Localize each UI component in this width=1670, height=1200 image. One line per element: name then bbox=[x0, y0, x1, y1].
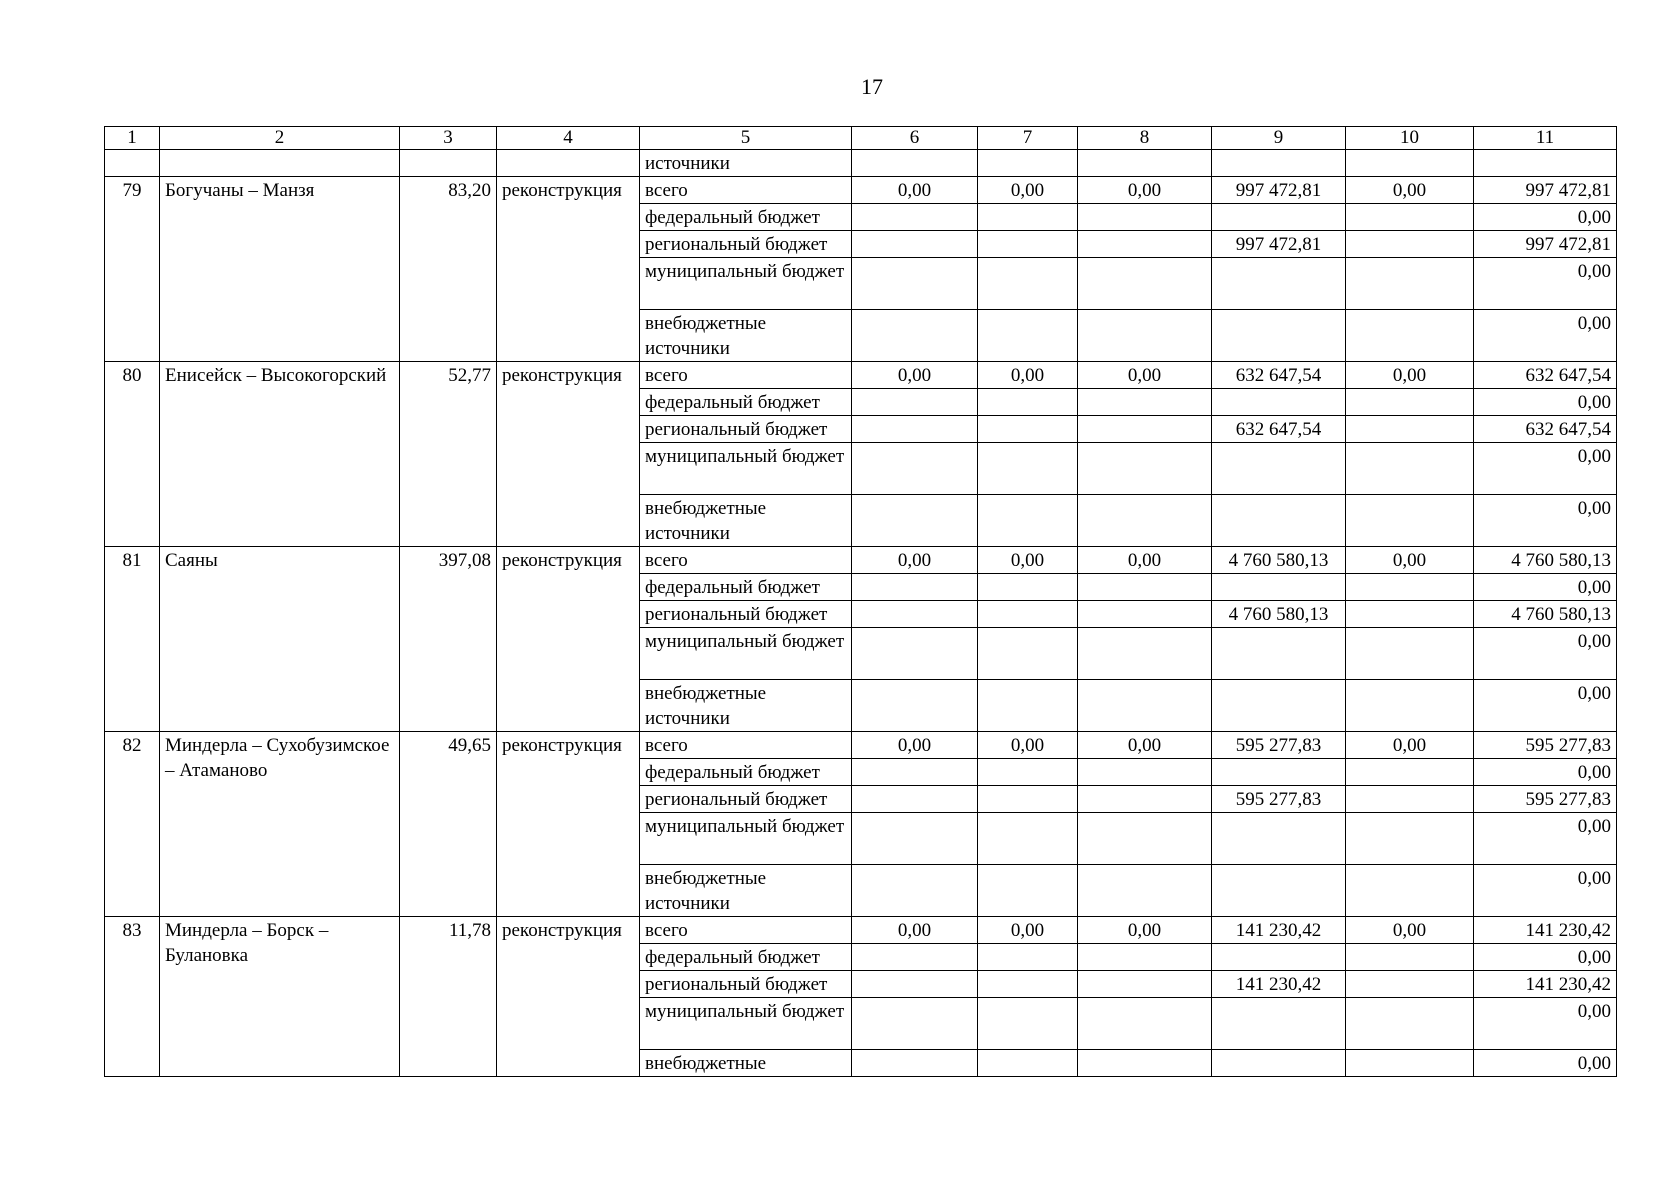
total-value: 595 277,83 bbox=[1474, 732, 1617, 759]
year-value: 0,00 bbox=[852, 917, 978, 944]
year-value bbox=[1212, 258, 1346, 310]
source-label: федеральный бюджет bbox=[640, 944, 852, 971]
year-value bbox=[852, 416, 978, 443]
source-label: всего bbox=[640, 362, 852, 389]
year-value bbox=[1212, 759, 1346, 786]
year-value bbox=[978, 258, 1078, 310]
year-value: 595 277,83 bbox=[1212, 786, 1346, 813]
year-value bbox=[1078, 1050, 1212, 1077]
column-header-9: 9 bbox=[1212, 127, 1346, 150]
year-value bbox=[852, 389, 978, 416]
year-value bbox=[852, 628, 978, 680]
empty-cell bbox=[1474, 150, 1617, 177]
work-type: реконструкция bbox=[497, 362, 640, 547]
year-value bbox=[1078, 601, 1212, 628]
year-value: 0,00 bbox=[978, 732, 1078, 759]
total-value: 0,00 bbox=[1474, 759, 1617, 786]
year-value bbox=[1212, 574, 1346, 601]
year-value bbox=[1346, 495, 1474, 547]
source-label: внебюджетные bbox=[640, 1050, 852, 1077]
year-value bbox=[1078, 204, 1212, 231]
total-value: 4 760 580,13 bbox=[1474, 601, 1617, 628]
year-value bbox=[1212, 680, 1346, 732]
year-value bbox=[1078, 495, 1212, 547]
year-value bbox=[1078, 310, 1212, 362]
source-label: всего bbox=[640, 732, 852, 759]
year-value bbox=[978, 759, 1078, 786]
carryover-row bbox=[105, 150, 1617, 177]
year-value bbox=[852, 865, 978, 917]
table-row bbox=[105, 177, 1617, 204]
year-value bbox=[1212, 1050, 1346, 1077]
year-value bbox=[1078, 443, 1212, 495]
empty-cell bbox=[1078, 150, 1212, 177]
year-value: 997 472,81 bbox=[1212, 177, 1346, 204]
year-value bbox=[852, 971, 978, 998]
year-value bbox=[978, 680, 1078, 732]
work-type: реконструкция bbox=[497, 547, 640, 732]
empty-cell bbox=[400, 150, 497, 177]
year-value bbox=[1078, 574, 1212, 601]
total-value: 141 230,42 bbox=[1474, 971, 1617, 998]
year-value bbox=[1212, 813, 1346, 865]
object-name: Енисейск – Высокогорский bbox=[160, 362, 400, 547]
total-value: 0,00 bbox=[1474, 310, 1617, 362]
year-value: 0,00 bbox=[852, 177, 978, 204]
year-value: 0,00 bbox=[1078, 547, 1212, 574]
total-value: 0,00 bbox=[1474, 628, 1617, 680]
year-value bbox=[978, 389, 1078, 416]
empty-cell bbox=[497, 150, 640, 177]
year-value bbox=[1078, 998, 1212, 1050]
year-value bbox=[978, 786, 1078, 813]
source-label: всего bbox=[640, 917, 852, 944]
object-number: 80 bbox=[105, 362, 160, 547]
year-value bbox=[1346, 258, 1474, 310]
year-value: 4 760 580,13 bbox=[1212, 547, 1346, 574]
object-number: 82 bbox=[105, 732, 160, 917]
column-header-8: 8 bbox=[1078, 127, 1212, 150]
year-value: 141 230,42 bbox=[1212, 971, 1346, 998]
table-row bbox=[105, 732, 1617, 759]
year-value: 0,00 bbox=[1078, 732, 1212, 759]
year-value bbox=[1212, 865, 1346, 917]
year-value bbox=[852, 258, 978, 310]
year-value bbox=[1346, 628, 1474, 680]
year-value bbox=[1346, 574, 1474, 601]
year-value bbox=[978, 813, 1078, 865]
year-value bbox=[1346, 310, 1474, 362]
year-value bbox=[852, 1050, 978, 1077]
year-value: 0,00 bbox=[978, 177, 1078, 204]
year-value bbox=[1212, 443, 1346, 495]
year-value bbox=[852, 944, 978, 971]
year-value bbox=[978, 1050, 1078, 1077]
year-value bbox=[978, 601, 1078, 628]
column-header-2: 2 bbox=[160, 127, 400, 150]
total-value: 632 647,54 bbox=[1474, 362, 1617, 389]
year-value bbox=[1346, 204, 1474, 231]
page-number: 17 bbox=[861, 74, 883, 99]
year-value bbox=[1078, 231, 1212, 258]
year-value: 0,00 bbox=[852, 362, 978, 389]
source-label: муниципальный бюджет bbox=[640, 258, 852, 310]
year-value bbox=[1346, 865, 1474, 917]
year-value: 0,00 bbox=[1078, 917, 1212, 944]
source-label: внебюджетные источники bbox=[640, 865, 852, 917]
source-label: федеральный бюджет bbox=[640, 759, 852, 786]
object-length: 11,78 bbox=[400, 917, 497, 1077]
total-value: 0,00 bbox=[1474, 998, 1617, 1050]
column-header-6: 6 bbox=[852, 127, 978, 150]
year-value bbox=[1346, 680, 1474, 732]
object-length: 83,20 bbox=[400, 177, 497, 362]
year-value bbox=[1078, 786, 1212, 813]
year-value: 632 647,54 bbox=[1212, 362, 1346, 389]
year-value bbox=[1346, 813, 1474, 865]
source-label: федеральный бюджет bbox=[640, 204, 852, 231]
source-label: муниципальный бюджет bbox=[640, 628, 852, 680]
year-value bbox=[852, 759, 978, 786]
year-value bbox=[1212, 495, 1346, 547]
empty-cell bbox=[978, 150, 1078, 177]
year-value bbox=[1078, 971, 1212, 998]
year-value bbox=[852, 998, 978, 1050]
source-label: внебюджетные источники bbox=[640, 495, 852, 547]
object-name: Богучаны – Манзя bbox=[160, 177, 400, 362]
source-label: внебюджетные источники bbox=[640, 310, 852, 362]
column-header-5: 5 bbox=[640, 127, 852, 150]
year-value bbox=[978, 971, 1078, 998]
year-value: 0,00 bbox=[1078, 362, 1212, 389]
year-value bbox=[1346, 944, 1474, 971]
year-value: 0,00 bbox=[1346, 547, 1474, 574]
year-value: 0,00 bbox=[852, 547, 978, 574]
source-label: всего bbox=[640, 177, 852, 204]
total-value: 0,00 bbox=[1474, 204, 1617, 231]
year-value bbox=[1346, 971, 1474, 998]
year-value bbox=[1212, 310, 1346, 362]
financing-table bbox=[104, 126, 1617, 1077]
total-value: 0,00 bbox=[1474, 495, 1617, 547]
year-value bbox=[978, 231, 1078, 258]
year-value bbox=[852, 813, 978, 865]
year-value bbox=[1346, 759, 1474, 786]
object-length: 52,77 bbox=[400, 362, 497, 547]
total-value: 141 230,42 bbox=[1474, 917, 1617, 944]
year-value bbox=[1078, 944, 1212, 971]
year-value: 0,00 bbox=[1346, 732, 1474, 759]
year-value bbox=[1078, 628, 1212, 680]
empty-cell bbox=[160, 150, 400, 177]
empty-cell bbox=[105, 150, 160, 177]
header-row bbox=[105, 127, 1617, 150]
year-value bbox=[852, 443, 978, 495]
year-value bbox=[852, 601, 978, 628]
year-value bbox=[1346, 998, 1474, 1050]
source-label: муниципальный бюджет bbox=[640, 443, 852, 495]
year-value bbox=[978, 310, 1078, 362]
year-value bbox=[852, 786, 978, 813]
total-value: 0,00 bbox=[1474, 574, 1617, 601]
object-number: 83 bbox=[105, 917, 160, 1077]
total-value: 0,00 bbox=[1474, 258, 1617, 310]
source-label: региональный бюджет bbox=[640, 231, 852, 258]
year-value bbox=[978, 416, 1078, 443]
year-value bbox=[1212, 204, 1346, 231]
total-value: 0,00 bbox=[1474, 1050, 1617, 1077]
year-value: 141 230,42 bbox=[1212, 917, 1346, 944]
empty-cell bbox=[852, 150, 978, 177]
year-value bbox=[978, 495, 1078, 547]
work-type: реконструкция bbox=[497, 177, 640, 362]
year-value: 0,00 bbox=[852, 732, 978, 759]
year-value: 0,00 bbox=[978, 917, 1078, 944]
year-value bbox=[1078, 389, 1212, 416]
year-value: 0,00 bbox=[1346, 362, 1474, 389]
year-value bbox=[1346, 601, 1474, 628]
year-value: 0,00 bbox=[978, 362, 1078, 389]
year-value bbox=[1346, 786, 1474, 813]
year-value bbox=[1078, 258, 1212, 310]
object-length: 49,65 bbox=[400, 732, 497, 917]
table-row bbox=[105, 917, 1617, 944]
year-value bbox=[978, 628, 1078, 680]
work-type: реконструкция bbox=[497, 917, 640, 1077]
table-row bbox=[105, 547, 1617, 574]
total-value: 997 472,81 bbox=[1474, 177, 1617, 204]
object-name: Миндерла – Сухобузимское – Атаманово bbox=[160, 732, 400, 917]
object-name: Миндерла – Борск – Булановка bbox=[160, 917, 400, 1077]
year-value: 997 472,81 bbox=[1212, 231, 1346, 258]
object-number: 81 bbox=[105, 547, 160, 732]
year-value bbox=[1346, 389, 1474, 416]
year-value bbox=[1346, 416, 1474, 443]
table-row bbox=[105, 362, 1617, 389]
year-value bbox=[1078, 865, 1212, 917]
year-value bbox=[1212, 628, 1346, 680]
column-header-7: 7 bbox=[978, 127, 1078, 150]
year-value bbox=[978, 998, 1078, 1050]
source-label: региональный бюджет bbox=[640, 601, 852, 628]
year-value bbox=[852, 204, 978, 231]
total-value: 4 760 580,13 bbox=[1474, 547, 1617, 574]
work-type: реконструкция bbox=[497, 732, 640, 917]
year-value bbox=[1346, 231, 1474, 258]
year-value bbox=[852, 495, 978, 547]
year-value bbox=[1212, 944, 1346, 971]
source-label: региональный бюджет bbox=[640, 971, 852, 998]
total-value: 0,00 bbox=[1474, 813, 1617, 865]
column-header-11: 11 bbox=[1474, 127, 1617, 150]
column-header-3: 3 bbox=[400, 127, 497, 150]
year-value bbox=[978, 865, 1078, 917]
source-label: региональный бюджет bbox=[640, 786, 852, 813]
year-value bbox=[1078, 759, 1212, 786]
year-value bbox=[978, 944, 1078, 971]
year-value bbox=[852, 574, 978, 601]
year-value: 632 647,54 bbox=[1212, 416, 1346, 443]
source-label: региональный бюджет bbox=[640, 416, 852, 443]
source-label: источники bbox=[640, 150, 852, 177]
year-value bbox=[978, 443, 1078, 495]
year-value bbox=[1078, 813, 1212, 865]
total-value: 997 472,81 bbox=[1474, 231, 1617, 258]
year-value bbox=[1078, 416, 1212, 443]
year-value bbox=[1212, 998, 1346, 1050]
year-value bbox=[852, 310, 978, 362]
object-name: Саяны bbox=[160, 547, 400, 732]
year-value bbox=[978, 204, 1078, 231]
year-value: 0,00 bbox=[978, 547, 1078, 574]
object-length: 397,08 bbox=[400, 547, 497, 732]
year-value: 595 277,83 bbox=[1212, 732, 1346, 759]
year-value bbox=[1346, 443, 1474, 495]
year-value bbox=[978, 574, 1078, 601]
object-number: 79 bbox=[105, 177, 160, 362]
column-header-1: 1 bbox=[105, 127, 160, 150]
year-value: 0,00 bbox=[1346, 917, 1474, 944]
total-value: 0,00 bbox=[1474, 865, 1617, 917]
source-label: внебюджетные источники bbox=[640, 680, 852, 732]
total-value: 0,00 bbox=[1474, 680, 1617, 732]
year-value bbox=[852, 231, 978, 258]
total-value: 0,00 bbox=[1474, 389, 1617, 416]
year-value bbox=[1078, 680, 1212, 732]
total-value: 0,00 bbox=[1474, 944, 1617, 971]
total-value: 595 277,83 bbox=[1474, 786, 1617, 813]
year-value bbox=[852, 680, 978, 732]
year-value: 4 760 580,13 bbox=[1212, 601, 1346, 628]
year-value bbox=[1346, 1050, 1474, 1077]
total-value: 632 647,54 bbox=[1474, 416, 1617, 443]
empty-cell bbox=[1212, 150, 1346, 177]
source-label: федеральный бюджет bbox=[640, 389, 852, 416]
empty-cell bbox=[1346, 150, 1474, 177]
column-header-10: 10 bbox=[1346, 127, 1474, 150]
total-value: 0,00 bbox=[1474, 443, 1617, 495]
year-value: 0,00 bbox=[1078, 177, 1212, 204]
source-label: муниципальный бюджет bbox=[640, 813, 852, 865]
year-value bbox=[1212, 389, 1346, 416]
source-label: всего bbox=[640, 547, 852, 574]
column-header-4: 4 bbox=[497, 127, 640, 150]
year-value: 0,00 bbox=[1346, 177, 1474, 204]
source-label: федеральный бюджет bbox=[640, 574, 852, 601]
source-label: муниципальный бюджет bbox=[640, 998, 852, 1050]
